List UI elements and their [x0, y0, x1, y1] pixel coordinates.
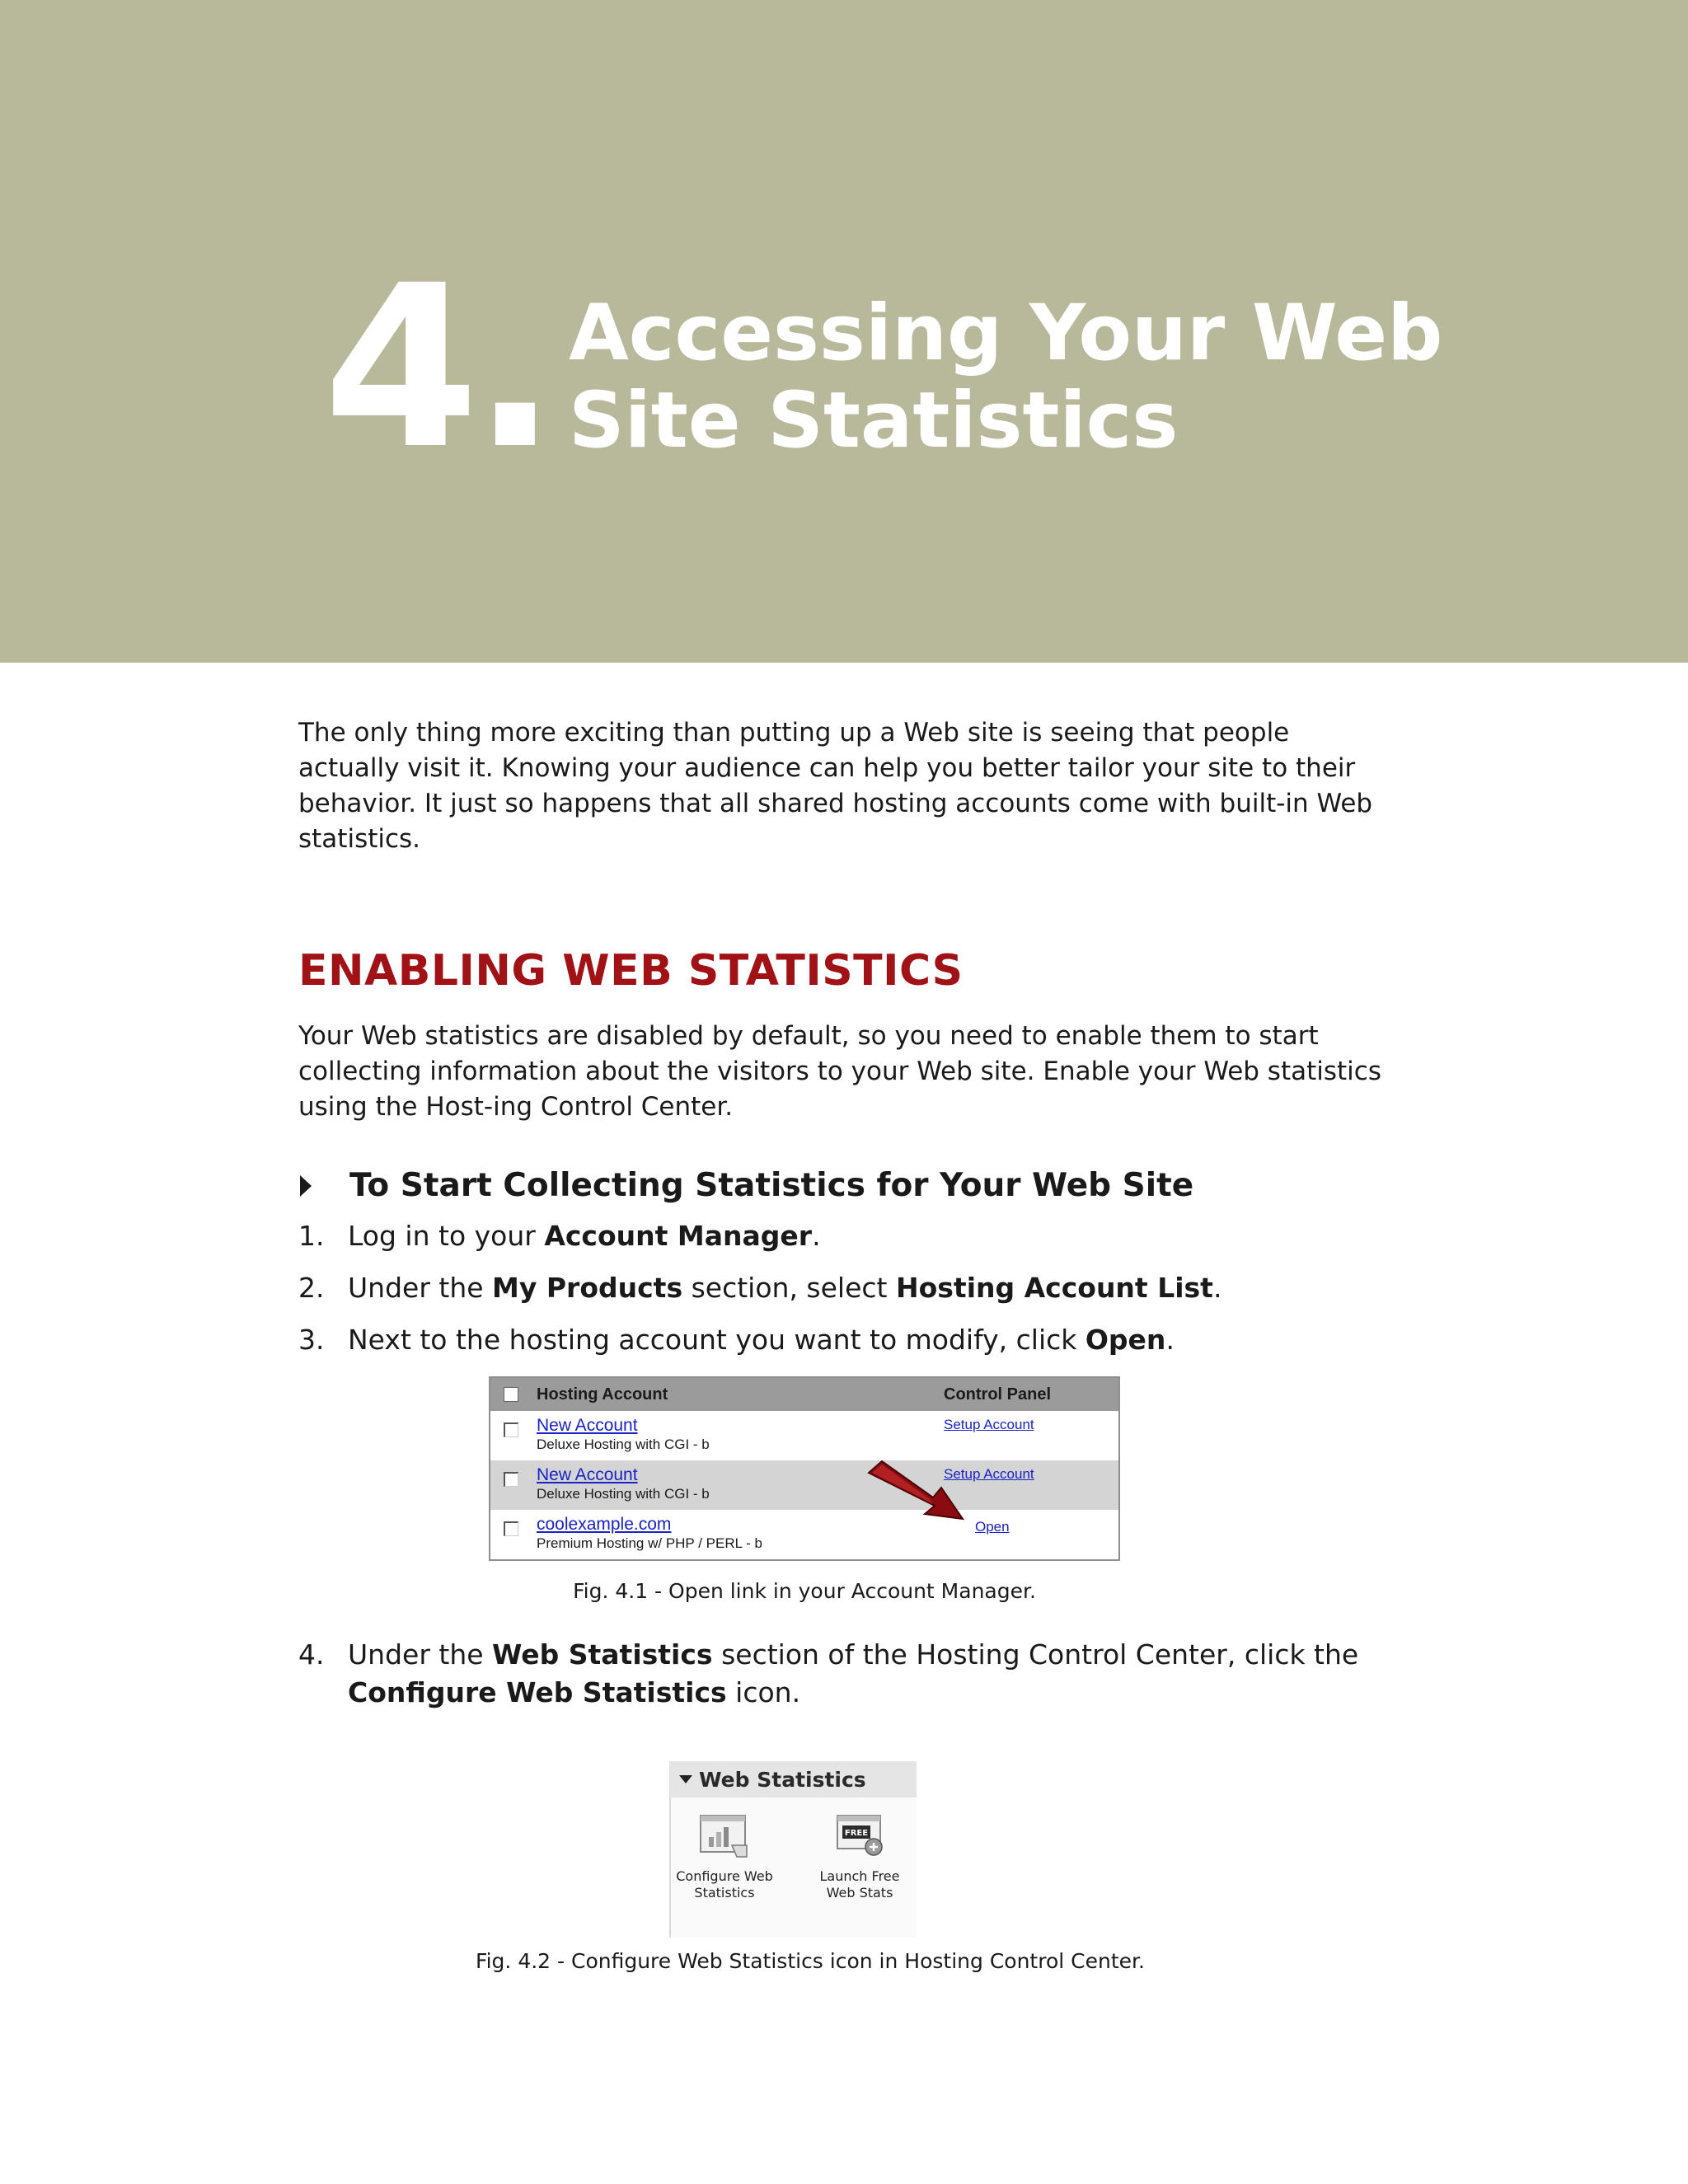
account-plan: Deluxe Hosting with CGI - b — [537, 1436, 710, 1452]
section-paragraph: Your Web statistics are disabled by default, so you need to enable them to start collecting information about the visitors to your Web site. Enable your Web statistics using the Host-ing Control Center. — [298, 1021, 1381, 1122]
hosting-account-list-figure — [489, 1376, 1120, 1561]
step-text-part: . — [812, 1220, 821, 1252]
launch-label-line-2: Web Stats — [826, 1885, 893, 1900]
step-text — [348, 1636, 1395, 1712]
account-plan: Deluxe Hosting with CGI - b — [537, 1486, 710, 1502]
step-3 — [298, 1321, 1395, 1359]
configure-statistics-icon — [696, 1812, 753, 1862]
launch-free-web-stats-button[interactable] — [806, 1812, 913, 1901]
table-row — [490, 1510, 1118, 1559]
row-checkbox[interactable] — [504, 1521, 518, 1536]
table-row — [490, 1411, 1118, 1460]
step-text-part: section of the Hosting Control Center, click the — [712, 1638, 1359, 1671]
procedure-steps — [298, 1217, 1395, 1359]
step-bold-term: Web Statistics — [492, 1638, 713, 1671]
configure-web-statistics-button[interactable] — [671, 1812, 778, 1901]
step-text-part: . — [1212, 1272, 1222, 1304]
account-list-header — [490, 1378, 1118, 1411]
open-link[interactable]: Open — [975, 1519, 1010, 1535]
figure-4-2-caption: Fig. 4.2 - Configure Web Statistics icon in Hosting Control Center. — [476, 1949, 1145, 1973]
launch-label-line-1: Launch Free — [819, 1868, 900, 1884]
step-1 — [298, 1217, 1395, 1255]
configure-label-line-1: Configure Web — [676, 1868, 773, 1884]
setup-account-link[interactable]: Setup Account — [944, 1417, 1034, 1432]
step-number: 2. — [298, 1272, 325, 1304]
launch-free-stats-icon — [831, 1812, 889, 1862]
chapter-title-line-2: Site Statistics — [569, 376, 1179, 466]
web-statistics-title: Web Statistics — [699, 1767, 866, 1792]
intro-paragraph: The only thing more exciting than putting up a Web site is seeing that people actually visit it. Knowing your audience can help you better tailor your site to their behavior. It just so happens that all shared hosting accounts come with built-in Web statistics. — [298, 718, 1373, 854]
triangle-bullet-icon — [300, 1175, 312, 1197]
step-text — [348, 1321, 1395, 1359]
step-number: 4. — [298, 1638, 325, 1671]
procedure-heading — [298, 1166, 1395, 1206]
step-bold-term: Open — [1085, 1324, 1166, 1356]
setup-account-link[interactable]: Setup Account — [944, 1466, 1034, 1482]
step-number: 3. — [298, 1324, 325, 1356]
chapter-banner — [0, 0, 1688, 663]
table-row — [490, 1460, 1118, 1510]
step-4-container — [298, 1636, 1395, 1726]
figure-4-1-caption: Fig. 4.1 - Open link in your Account Manager. — [573, 1579, 1036, 1603]
procedure-heading-text: To Start Collecting Statistics for Your Web Site — [349, 1167, 1194, 1204]
step-text-part: . — [1165, 1324, 1175, 1356]
step-text-part: Under the — [348, 1272, 493, 1304]
step-text-part: icon. — [726, 1676, 801, 1708]
step-number: 1. — [298, 1220, 325, 1252]
step-text — [348, 1269, 1395, 1307]
configure-label-line-2: Statistics — [694, 1885, 755, 1900]
free-badge-text: FREE — [844, 1829, 869, 1838]
chapter-title — [569, 290, 1558, 465]
step-text-part: section, select — [682, 1272, 896, 1304]
row-checkbox[interactable] — [504, 1472, 518, 1487]
step-text-part: Log in to your — [348, 1220, 545, 1252]
step-2 — [298, 1269, 1395, 1307]
caret-down-icon — [679, 1775, 692, 1783]
step-bold-term: Configure Web Statistics — [348, 1676, 727, 1708]
web-statistics-header[interactable] — [669, 1761, 917, 1797]
step-text-part: Next to the hosting account you want to modify, click — [348, 1324, 1085, 1356]
step-bold-term: My Products — [492, 1272, 683, 1304]
account-plan: Premium Hosting w/ PHP / PERL - b — [537, 1535, 762, 1551]
chapter-title-line-1: Accessing Your Web — [569, 288, 1443, 378]
web-statistics-panel-figure — [669, 1761, 917, 1938]
header-control-panel: Control Panel — [944, 1385, 1052, 1404]
account-name-link[interactable]: coolexample.com — [537, 1515, 672, 1534]
row-info — [537, 1411, 944, 1454]
row-checkbox[interactable] — [504, 1422, 518, 1437]
header-hosting-account: Hosting Account — [537, 1385, 668, 1404]
account-name-link[interactable]: New Account — [537, 1416, 638, 1435]
web-statistics-body — [669, 1797, 917, 1938]
section-heading: ENABLING WEB STATISTICS — [298, 946, 964, 996]
select-all-checkbox[interactable] — [504, 1387, 518, 1402]
step-text — [348, 1217, 1395, 1255]
step-bold-term: Account Manager — [544, 1220, 813, 1252]
step-4 — [298, 1636, 1395, 1712]
chapter-number: 4. — [323, 238, 551, 499]
step-bold-term: Hosting Account List — [895, 1272, 1213, 1304]
red-arrow-icon — [864, 1460, 971, 1526]
main-content — [298, 715, 1395, 1373]
account-name-link[interactable]: New Account — [537, 1465, 638, 1484]
step-text-part: Under the — [348, 1638, 493, 1671]
